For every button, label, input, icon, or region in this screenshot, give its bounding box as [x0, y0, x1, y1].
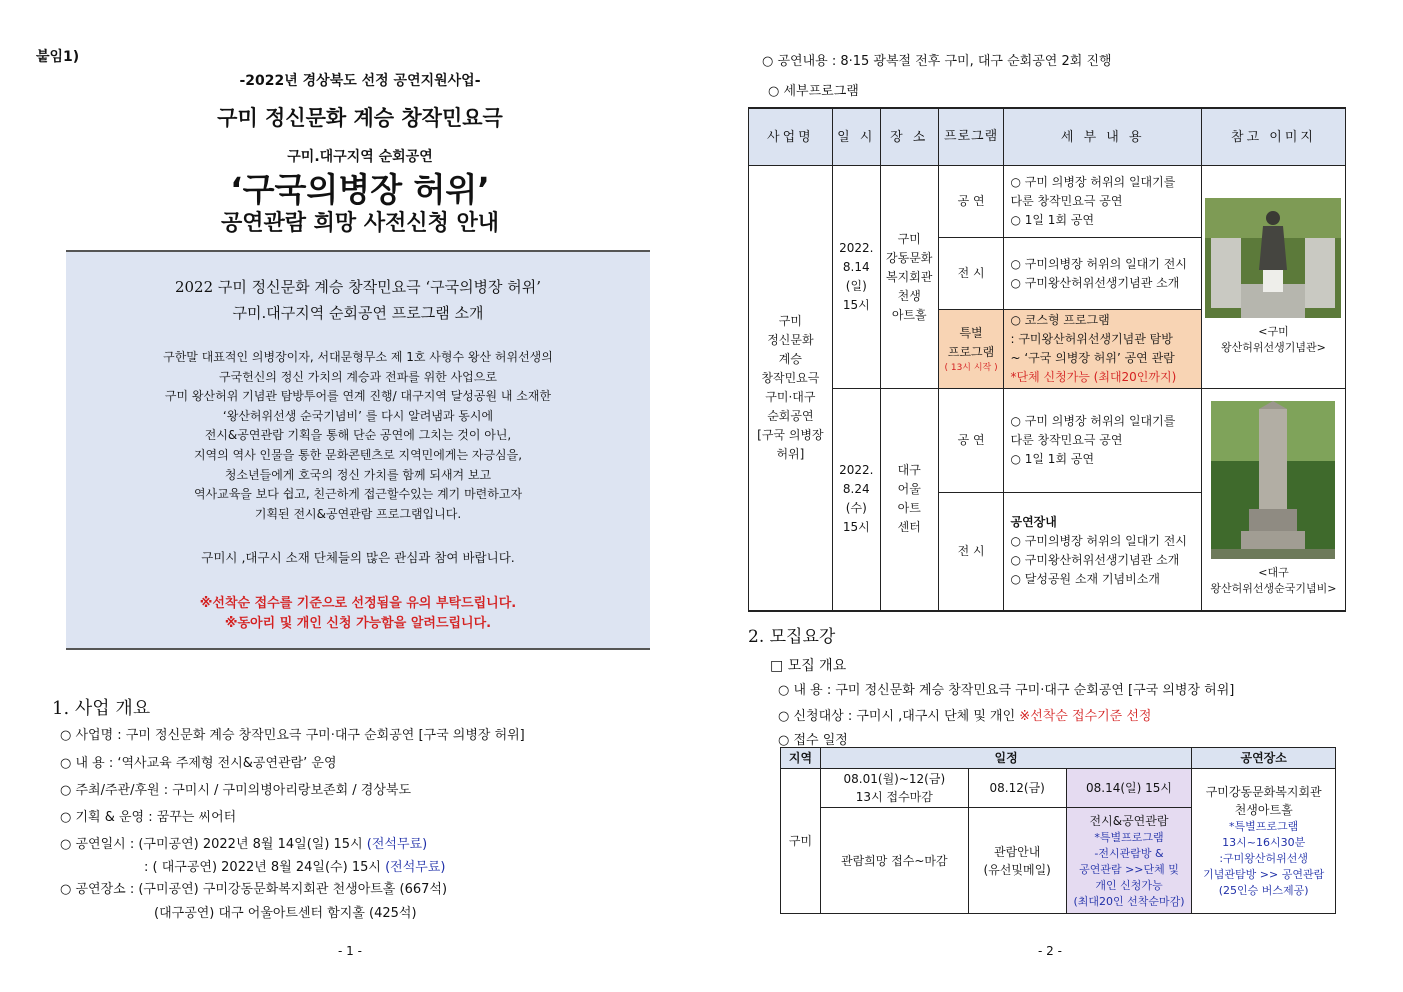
- sched-line: *특별프로그램: [1229, 820, 1299, 833]
- section2-title: 2. 모집요강: [748, 627, 836, 647]
- sched-venue-lines: [1193, 819, 1334, 899]
- project-name-cell: [749, 166, 833, 611]
- caption-line: <구미: [1258, 325, 1289, 338]
- special-program-cell: [938, 310, 1004, 389]
- doc-subtitle: -2022년 경상북도 선정 공연지원사업-: [239, 73, 481, 89]
- sched-venue-cell: [1192, 769, 1336, 914]
- header-details: 세 부 내 용: [1004, 108, 1201, 166]
- special-time: ( 13시 시작 ): [944, 363, 998, 373]
- project-name-line: 정신문화: [767, 332, 814, 347]
- item-planning: ○ 기획 & 운영 : 꿈꾸는 씨어터: [60, 810, 237, 825]
- header-image: 참고 이미지: [1201, 108, 1345, 166]
- detail-line: 다룬 창작민요극 공연: [1010, 433, 1123, 447]
- sched-line: 13시 접수마감: [855, 790, 933, 804]
- sched-line: 개인 신청가능: [1095, 878, 1163, 892]
- schedule-table: [780, 747, 1336, 914]
- daegu-date-cell: [832, 389, 880, 611]
- program-table: [748, 107, 1346, 612]
- project-name-line: 허위]: [776, 446, 805, 461]
- gumi-date-line: 2022.: [839, 241, 874, 255]
- sched-line: 공연관람 >>단체 및: [1079, 862, 1179, 876]
- free-tag: (전석무료): [366, 837, 428, 852]
- gumi-place-line: 아트홀: [891, 307, 927, 322]
- line-performance-content: ○ 공연내용 : 8·15 광복절 전후 구미, 대구 순회공연 2회 진행: [762, 54, 1112, 69]
- project-name-line: 구미·대구: [765, 389, 816, 404]
- daegu-place-line: 센터: [897, 520, 921, 535]
- sched-guide: [968, 808, 1066, 914]
- date-gumi-text: ○ 공연일시 : (구미공연) 2022년 8월 14일(일) 15시: [60, 837, 367, 852]
- sched-guide-date: 08.12(금): [968, 769, 1066, 808]
- special-details-cell: [1004, 310, 1201, 389]
- sched-header-region: 지역: [781, 748, 821, 769]
- detail-line: ○ 구미왕산허위선생기념관 소개: [1010, 275, 1180, 290]
- section1-title: 1. 사업 개요: [52, 698, 151, 719]
- detail-line: ○ 구미의병장 허위의 일대기 전시: [1010, 256, 1187, 271]
- daegu-date-line: (수): [845, 501, 867, 516]
- caption-line: <대구: [1258, 566, 1289, 580]
- gumi-date-line: (일): [845, 279, 867, 293]
- project-name-line: 순회공연: [767, 408, 814, 423]
- sched-receipt-period: [820, 769, 968, 808]
- special-detail-line: ~ ‘구국 의병장 허위’ 공연 관람: [1010, 351, 1175, 365]
- sched-receipt: 관람희망 접수~마감: [820, 808, 968, 914]
- intro-heading-2: 구미.대구지역 순회공연 프로그램 소개: [232, 304, 484, 322]
- item-venue-daegu: (대구공연) 대구 어울아트센터 함지홀 (425석): [154, 906, 417, 921]
- intro-box: [66, 250, 650, 650]
- special-detail-line: : 구미왕산허위선생기념관 탐방: [1010, 332, 1173, 346]
- doc-title-4: 공연관람 희망 사전신청 안내: [220, 211, 499, 236]
- sched-venue-title: [1193, 783, 1334, 819]
- project-name-line: [구국 의병장: [757, 427, 824, 442]
- detail-line: ○ 달성공원 소재 기념비소개: [1010, 572, 1160, 587]
- header-date: 일 시: [832, 108, 880, 166]
- daegu-exhibit-cell: [1004, 493, 1201, 611]
- attachment-label: 붙임1): [36, 49, 80, 65]
- special-program-line: 특별: [959, 326, 983, 340]
- program-perf: 공 연: [938, 166, 1004, 238]
- item-content: ○ 내 용 : ‘역사교육 주제형 전시&공연관람’ 운영: [60, 756, 337, 771]
- daegu-place-line: 어울: [897, 482, 921, 497]
- intro-body-line: 지역의 역사 인물을 통한 문화콘텐츠로 지역민에게는 자긍심을,: [193, 447, 523, 462]
- gumi-date-cell: [832, 166, 880, 389]
- sched-line: 관람안내: [993, 844, 1041, 859]
- notice-first-come: ※선착순 접수를 기준으로 선정됨을 유의 부탁드립니다.: [199, 596, 517, 611]
- daegu-place-cell: [880, 389, 938, 611]
- item-venue-gumi: ○ 공연장소 : (구미공연) 구미강동문화복지회관 천생아트홀 (667석): [60, 882, 448, 897]
- sched-line: 13시~16시30분: [1222, 836, 1306, 849]
- detail-line: ○ 구미의병장 허위의 일대기 전시: [1010, 534, 1187, 549]
- item-date-gumi: [60, 833, 427, 852]
- item-host: ○ 주최/주관/후원 : 구미시 / 구미의병아리랑보존회 / 경상북도: [60, 783, 412, 798]
- target-text: ○ 신청대상 : 구미시 ,대구시 단체 및 개인: [778, 709, 1020, 724]
- sched-perf-title: 전시&공연관람: [1089, 813, 1169, 828]
- gumi-image-caption: [1203, 324, 1344, 356]
- intro-body-line: 역사교육을 보다 쉽고, 친근하게 접근할수있는 계기 마련하고자: [193, 487, 523, 502]
- item-date-daegu: [144, 856, 445, 875]
- gumi-place-line: 강동문화: [886, 250, 933, 265]
- intro-body-line: 기획된 전시&공연관람 프로그램입니다.: [254, 506, 462, 521]
- daegu-program-exhibit: 전 시: [938, 493, 1004, 611]
- sched-line: *특별프로그램: [1094, 830, 1164, 844]
- sched-region: 구미: [781, 769, 821, 914]
- detail-line: ○ 구미 의병장 허위의 일대기를: [1010, 175, 1176, 189]
- sched-perf-cell: [1066, 808, 1192, 914]
- sched-line: (유선및메일): [983, 862, 1051, 877]
- daegu-place-line: 대구: [897, 463, 921, 478]
- daegu-image-caption: [1203, 565, 1344, 597]
- sched-line: :구미왕산허위선생: [1219, 852, 1309, 865]
- special-note: *단체 신청가능 (최대20인까지): [1010, 370, 1177, 384]
- intro-body-line: 구국헌신의 정신 가치의 계승과 전파를 위한 사업으로: [219, 369, 497, 384]
- detail-line: ○ 구미왕산허위선생기념관 소개: [1010, 553, 1180, 568]
- daegu-perf-details: [1004, 389, 1201, 493]
- recruit-title: □ 모집 개요: [770, 658, 847, 674]
- page-number-2: - 2 -: [1038, 944, 1062, 958]
- daegu-exhibit-details: [1010, 532, 1199, 589]
- sched-line: 구미강동문화복지회관: [1205, 785, 1322, 799]
- sched-line: (최대20인 선착순마감): [1073, 894, 1185, 908]
- intro-invite: 구미시 ,대구시 소재 단체들의 많은 관심과 참여 바랍니다.: [201, 550, 515, 565]
- sched-line: 08.01(월)~12(금): [843, 772, 946, 786]
- intro-heading-1: 2022 구미 정신문화 계승 창작민요극 ‘구국의병장 허위’: [174, 278, 542, 296]
- special-program-label: [940, 324, 1003, 362]
- page-number-1: - 1 -: [338, 944, 362, 958]
- caption-line: 왕산허위선생순국기념비>: [1210, 582, 1337, 596]
- header-place: 장 소: [880, 108, 938, 166]
- project-name-line: 계승: [778, 351, 802, 366]
- recruit-schedule: ○ 접수 일정: [778, 733, 848, 748]
- line-detail-program: ○ 세부프로그램: [768, 84, 859, 99]
- daegu-place-line: 아트: [897, 501, 921, 516]
- caption-line: 왕산허위선생기념관>: [1221, 341, 1326, 354]
- detail-line: ○ 1일 1회 공연: [1010, 213, 1095, 227]
- free-tag: (전석무료): [385, 860, 446, 875]
- date-daegu-text: : ( 대구공연) 2022년 8월 24일(수) 15시: [144, 860, 386, 875]
- daegu-program-perf: 공 연: [938, 389, 1004, 493]
- item-project-name: ○ 사업명 : 구미 정신문화 계승 창작민요극 구미·대구 순회공연 [구국 의병장 허위]: [60, 728, 525, 743]
- sched-line: (25인승 버스제공): [1218, 884, 1309, 897]
- daegu-date-line: 15시: [842, 520, 870, 535]
- gumi-image-cell: [1201, 166, 1345, 389]
- intro-body-line: 구한말 대표적인 의병장이자, 서대문형무소 제 1호 사형수 왕산 허위선생의: [163, 350, 553, 364]
- intro-body-line: 구미 왕산허위 기념관 탐방투어를 연계 진행/ 대구지역 달성공원 내 소재한: [164, 389, 552, 404]
- program-exhibit: 전 시: [938, 238, 1004, 310]
- header-program: 프로그램: [938, 108, 1004, 166]
- gumi-place-cell: [880, 166, 938, 389]
- intro-body: [66, 348, 650, 524]
- doc-title-1: 구미 정신문화 계승 창작민요극: [217, 106, 503, 130]
- recruit-target: [778, 705, 1151, 724]
- daegu-image-cell: [1201, 389, 1345, 611]
- sched-line: 기념관탐방 >> 공연관람: [1203, 868, 1325, 881]
- project-name-line: 구미: [778, 313, 802, 328]
- doc-title-3: ‘구국의병장 허위’: [230, 170, 490, 209]
- sched-header-schedule: 일정: [820, 748, 1191, 769]
- special-details: [1010, 311, 1199, 368]
- daegu-date-line: 8.24: [842, 482, 870, 497]
- gumi-date-line: 15시: [842, 298, 870, 312]
- project-name-line: 창작민요극: [761, 370, 820, 385]
- detail-line: ○ 구미 의병장 허위의 일대기를: [1010, 414, 1176, 428]
- gumi-perf-details: [1004, 166, 1201, 238]
- doc-title-2: 구미.대구지역 순회공연: [287, 149, 433, 165]
- target-note: ※선착순 접수기준 선정: [1019, 709, 1152, 724]
- intro-body-line: 청소년들에게 호국의 정신 가치를 함께 되새겨 보고: [224, 467, 492, 482]
- daegu-exhibit-title: 공연장내: [1010, 515, 1057, 530]
- detail-line: ○ 1일 1회 공연: [1010, 452, 1095, 466]
- sched-header-venue: 공연장소: [1192, 748, 1336, 769]
- sched-line: 천생아트홀: [1234, 803, 1293, 817]
- header-project: 사업명: [749, 108, 833, 166]
- intro-body-line: 전시&공연관람 기획을 통해 단순 공연에 그치는 것이 아닌,: [204, 428, 512, 443]
- gumi-place-line: 구미: [897, 231, 921, 246]
- memorial-hall-photo: [1205, 198, 1341, 318]
- detail-line: 다룬 창작민요극 공연: [1010, 194, 1123, 208]
- sched-perf-date: 08.14(일) 15시: [1066, 769, 1192, 808]
- daegu-date-line: 2022.: [839, 463, 874, 478]
- memorial-monument-photo: [1211, 401, 1335, 559]
- sched-perf-lines: [1068, 830, 1191, 910]
- notice-individual: ※동아리 및 개인 신청 가능함을 알려드립니다.: [224, 616, 492, 631]
- gumi-place-line: 복지회관: [886, 269, 933, 284]
- intro-body-line: ‘왕산허위선생 순국기념비’ 를 다시 알려냄과 동시에: [222, 408, 494, 423]
- gumi-date-line: 8.14: [842, 260, 870, 274]
- sched-line: -전시관람방 &: [1094, 846, 1164, 860]
- special-detail-line: ○ 코스형 프로그램: [1010, 313, 1110, 327]
- gumi-place-line: 천생: [897, 288, 921, 303]
- special-program-line: 프로그램: [947, 345, 995, 359]
- gumi-exhibit-details: [1004, 238, 1201, 310]
- recruit-content: ○ 내 용 : 구미 정신문화 계승 창작민요극 구미·대구 순회공연 [구국 의병장 허위]: [778, 683, 1235, 698]
